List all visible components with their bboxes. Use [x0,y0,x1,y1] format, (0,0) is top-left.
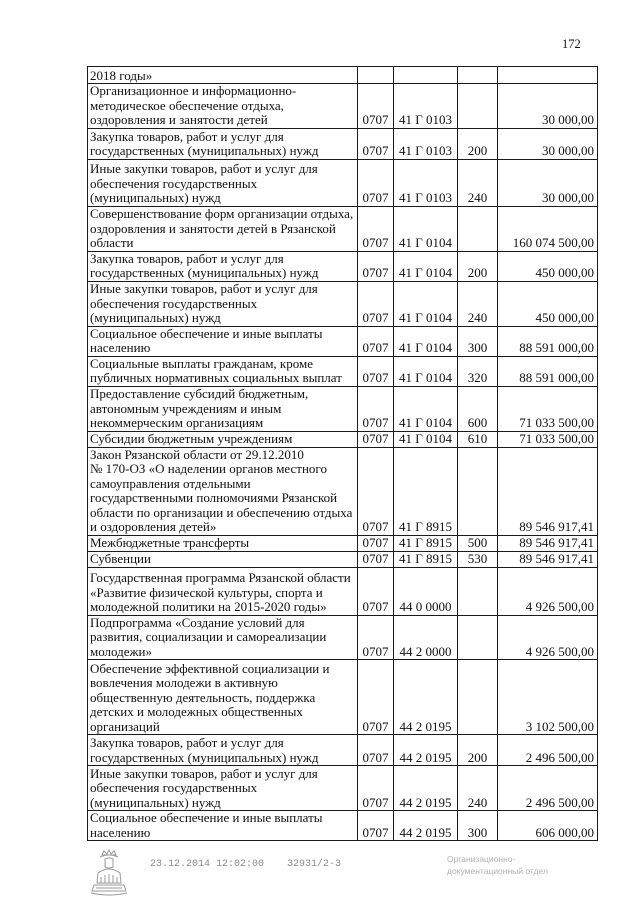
amount: 89 546 917,41 [498,551,598,567]
amount: 30 000,00 [498,84,598,129]
row-description: Организационное и информационно- методическое обеспечение отдыха, оздоровления и занятости детей [88,84,358,129]
amount: 89 546 917,41 [498,447,598,535]
row-description: Закон Рязанской области от 29.12.2010 № 170-ОЗ «О наделении органов местного самоуправления отдельными государственными полномочиями Рязанской области по организации и обеспечению отдыха и оздоровления детей» [88,447,358,535]
target-article-code: 41 Г 0104 [394,356,458,386]
section-code: 0707 [358,735,394,766]
amount: 3 102 500,00 [498,660,598,735]
table-row [88,386,598,431]
target-article-code: 44 2 0195 [394,735,458,766]
table-row [88,811,598,841]
target-article-code: 41 Г 0104 [394,206,458,251]
expense-type-code: 200 [458,128,498,159]
expense-type-code: 530 [458,551,498,567]
section-code: 0707 [358,551,394,567]
target-article-code: 41 Г 0104 [394,431,458,447]
expense-type-code [458,447,498,535]
row-description: Социальное обеспечение и иные выплаты населению [88,326,358,356]
table-row [88,356,598,386]
target-article-code: 41 Г 0104 [394,281,458,326]
section-code: 0707 [358,615,394,660]
target-article-code: 41 Г 0103 [394,84,458,129]
expense-type-code: 300 [458,326,498,356]
section-code: 0707 [358,356,394,386]
table-row [88,128,598,159]
amount: 89 546 917,41 [498,535,598,551]
table-row [88,326,598,356]
section-code: 0707 [358,326,394,356]
section-code: 0707 [358,660,394,735]
amount: 450 000,00 [498,281,598,326]
table-row [88,251,598,281]
amount: 2 496 500,00 [498,766,598,811]
row-description: Социальное обеспечение и иные выплаты населению [88,811,358,841]
section-code: 0707 [358,386,394,431]
table-row [88,447,598,535]
table-row [88,159,598,206]
expense-type-code [458,67,498,84]
amount: 4 926 500,00 [498,615,598,660]
target-article-code: 41 Г 8915 [394,447,458,535]
row-description: Субсидии бюджетным учреждениям [88,431,358,447]
section-code: 0707 [358,84,394,129]
amount: 450 000,00 [498,251,598,281]
row-description: Государственная программа Рязанской области «Развитие физической культуры, спорта и молодежной политики на 2015-2020 годы» [88,567,358,615]
expense-type-code [458,615,498,660]
department-stamp: Организационно- документационный отдел [447,854,548,876]
row-description: Закупка товаров, работ и услуг для государственных (муниципальных) нужд [88,251,358,281]
section-code: 0707 [358,128,394,159]
row-description: Закупка товаров, работ и услуг для государственных (муниципальных) нужд [88,735,358,766]
footer-document-id: 32931/2-3 [287,859,342,870]
amount [498,67,598,84]
row-description: Предоставление субсидий бюджетным, автономным учреждениям и иным некоммерческим организациям [88,386,358,431]
section-code: 0707 [358,766,394,811]
footer-timestamp: 23.12.2014 12:02:00 [150,859,265,870]
table-row [88,567,598,615]
target-article-code: 44 0 0000 [394,567,458,615]
row-description: Иные закупки товаров, работ и услуг для обеспечения государственных (муниципальных) нужд [88,281,358,326]
section-code: 0707 [358,251,394,281]
expense-type-code: 600 [458,386,498,431]
section-code: 0707 [358,206,394,251]
expense-type-code: 610 [458,431,498,447]
expense-type-code: 240 [458,159,498,206]
amount: 88 591 000,00 [498,326,598,356]
expense-type-code: 300 [458,811,498,841]
expense-type-code [458,206,498,251]
target-article-code: 41 Г 0103 [394,128,458,159]
target-article-code: 44 2 0195 [394,766,458,811]
row-description: Иные закупки товаров, работ и услуг для обеспечения государственных (муниципальных) нужд [88,159,358,206]
expense-type-code: 200 [458,251,498,281]
expense-type-code: 500 [458,535,498,551]
target-article-code: 41 Г 8915 [394,551,458,567]
target-article-code: 41 Г 0103 [394,159,458,206]
target-article-code: 44 2 0000 [394,615,458,660]
section-code: 0707 [358,811,394,841]
row-description: Иные закупки товаров, работ и услуг для обеспечения государственных (муниципальных) нужд [88,766,358,811]
amount: 30 000,00 [498,128,598,159]
table-row [88,660,598,735]
expense-type-code [458,567,498,615]
target-article-code: 44 2 0195 [394,811,458,841]
table-row [88,84,598,129]
target-article-code: 44 2 0195 [394,660,458,735]
section-code: 0707 [358,431,394,447]
section-code: 0707 [358,281,394,326]
table-row [88,67,598,84]
row-description: Социальные выплаты гражданам, кроме публичных нормативных социальных выплат [88,356,358,386]
expense-type-code [458,84,498,129]
expense-type-code: 320 [458,356,498,386]
target-article-code: 41 Г 0104 [394,326,458,356]
target-article-code [394,67,458,84]
expense-type-code [458,660,498,735]
amount: 4 926 500,00 [498,567,598,615]
table-row [88,281,598,326]
amount: 606 000,00 [498,811,598,841]
section-code: 0707 [358,447,394,535]
coat-of-arms-seal-icon [88,847,130,897]
amount: 71 033 500,00 [498,431,598,447]
table-row [88,735,598,766]
page-number: 172 [562,37,581,51]
table-row [88,551,598,567]
table-row [88,535,598,551]
amount: 88 591 000,00 [498,356,598,386]
section-code: 0707 [358,159,394,206]
amount: 30 000,00 [498,159,598,206]
amount: 71 033 500,00 [498,386,598,431]
amount: 2 496 500,00 [498,735,598,766]
row-description: Совершенствование форм организации отдыха, оздоровления и занятости детей в Рязанской области [88,206,358,251]
table-row [88,206,598,251]
table-body [88,67,598,841]
section-code: 0707 [358,535,394,551]
budget-table [87,66,598,841]
expense-type-code: 240 [458,766,498,811]
row-description: Субвенции [88,551,358,567]
section-code [358,67,394,84]
row-description: Межбюджетные трансферты [88,535,358,551]
target-article-code: 41 Г 0104 [394,251,458,281]
table-row [88,615,598,660]
row-description: Закупка товаров, работ и услуг для государственных (муниципальных) нужд [88,128,358,159]
expense-type-code: 200 [458,735,498,766]
table-row [88,431,598,447]
table-row [88,766,598,811]
expense-type-code: 240 [458,281,498,326]
target-article-code: 41 Г 0104 [394,386,458,431]
amount: 160 074 500,00 [498,206,598,251]
row-description: Подпрограмма «Создание условий для развития, социализации и самореализации молодежи» [88,615,358,660]
row-description: 2018 годы» [88,67,358,84]
row-description: Обеспечение эффективной социализации и вовлечения молодежи в активную общественную деятельность, поддержка детских и молодежных общественных организаций [88,660,358,735]
section-code: 0707 [358,567,394,615]
target-article-code: 41 Г 8915 [394,535,458,551]
